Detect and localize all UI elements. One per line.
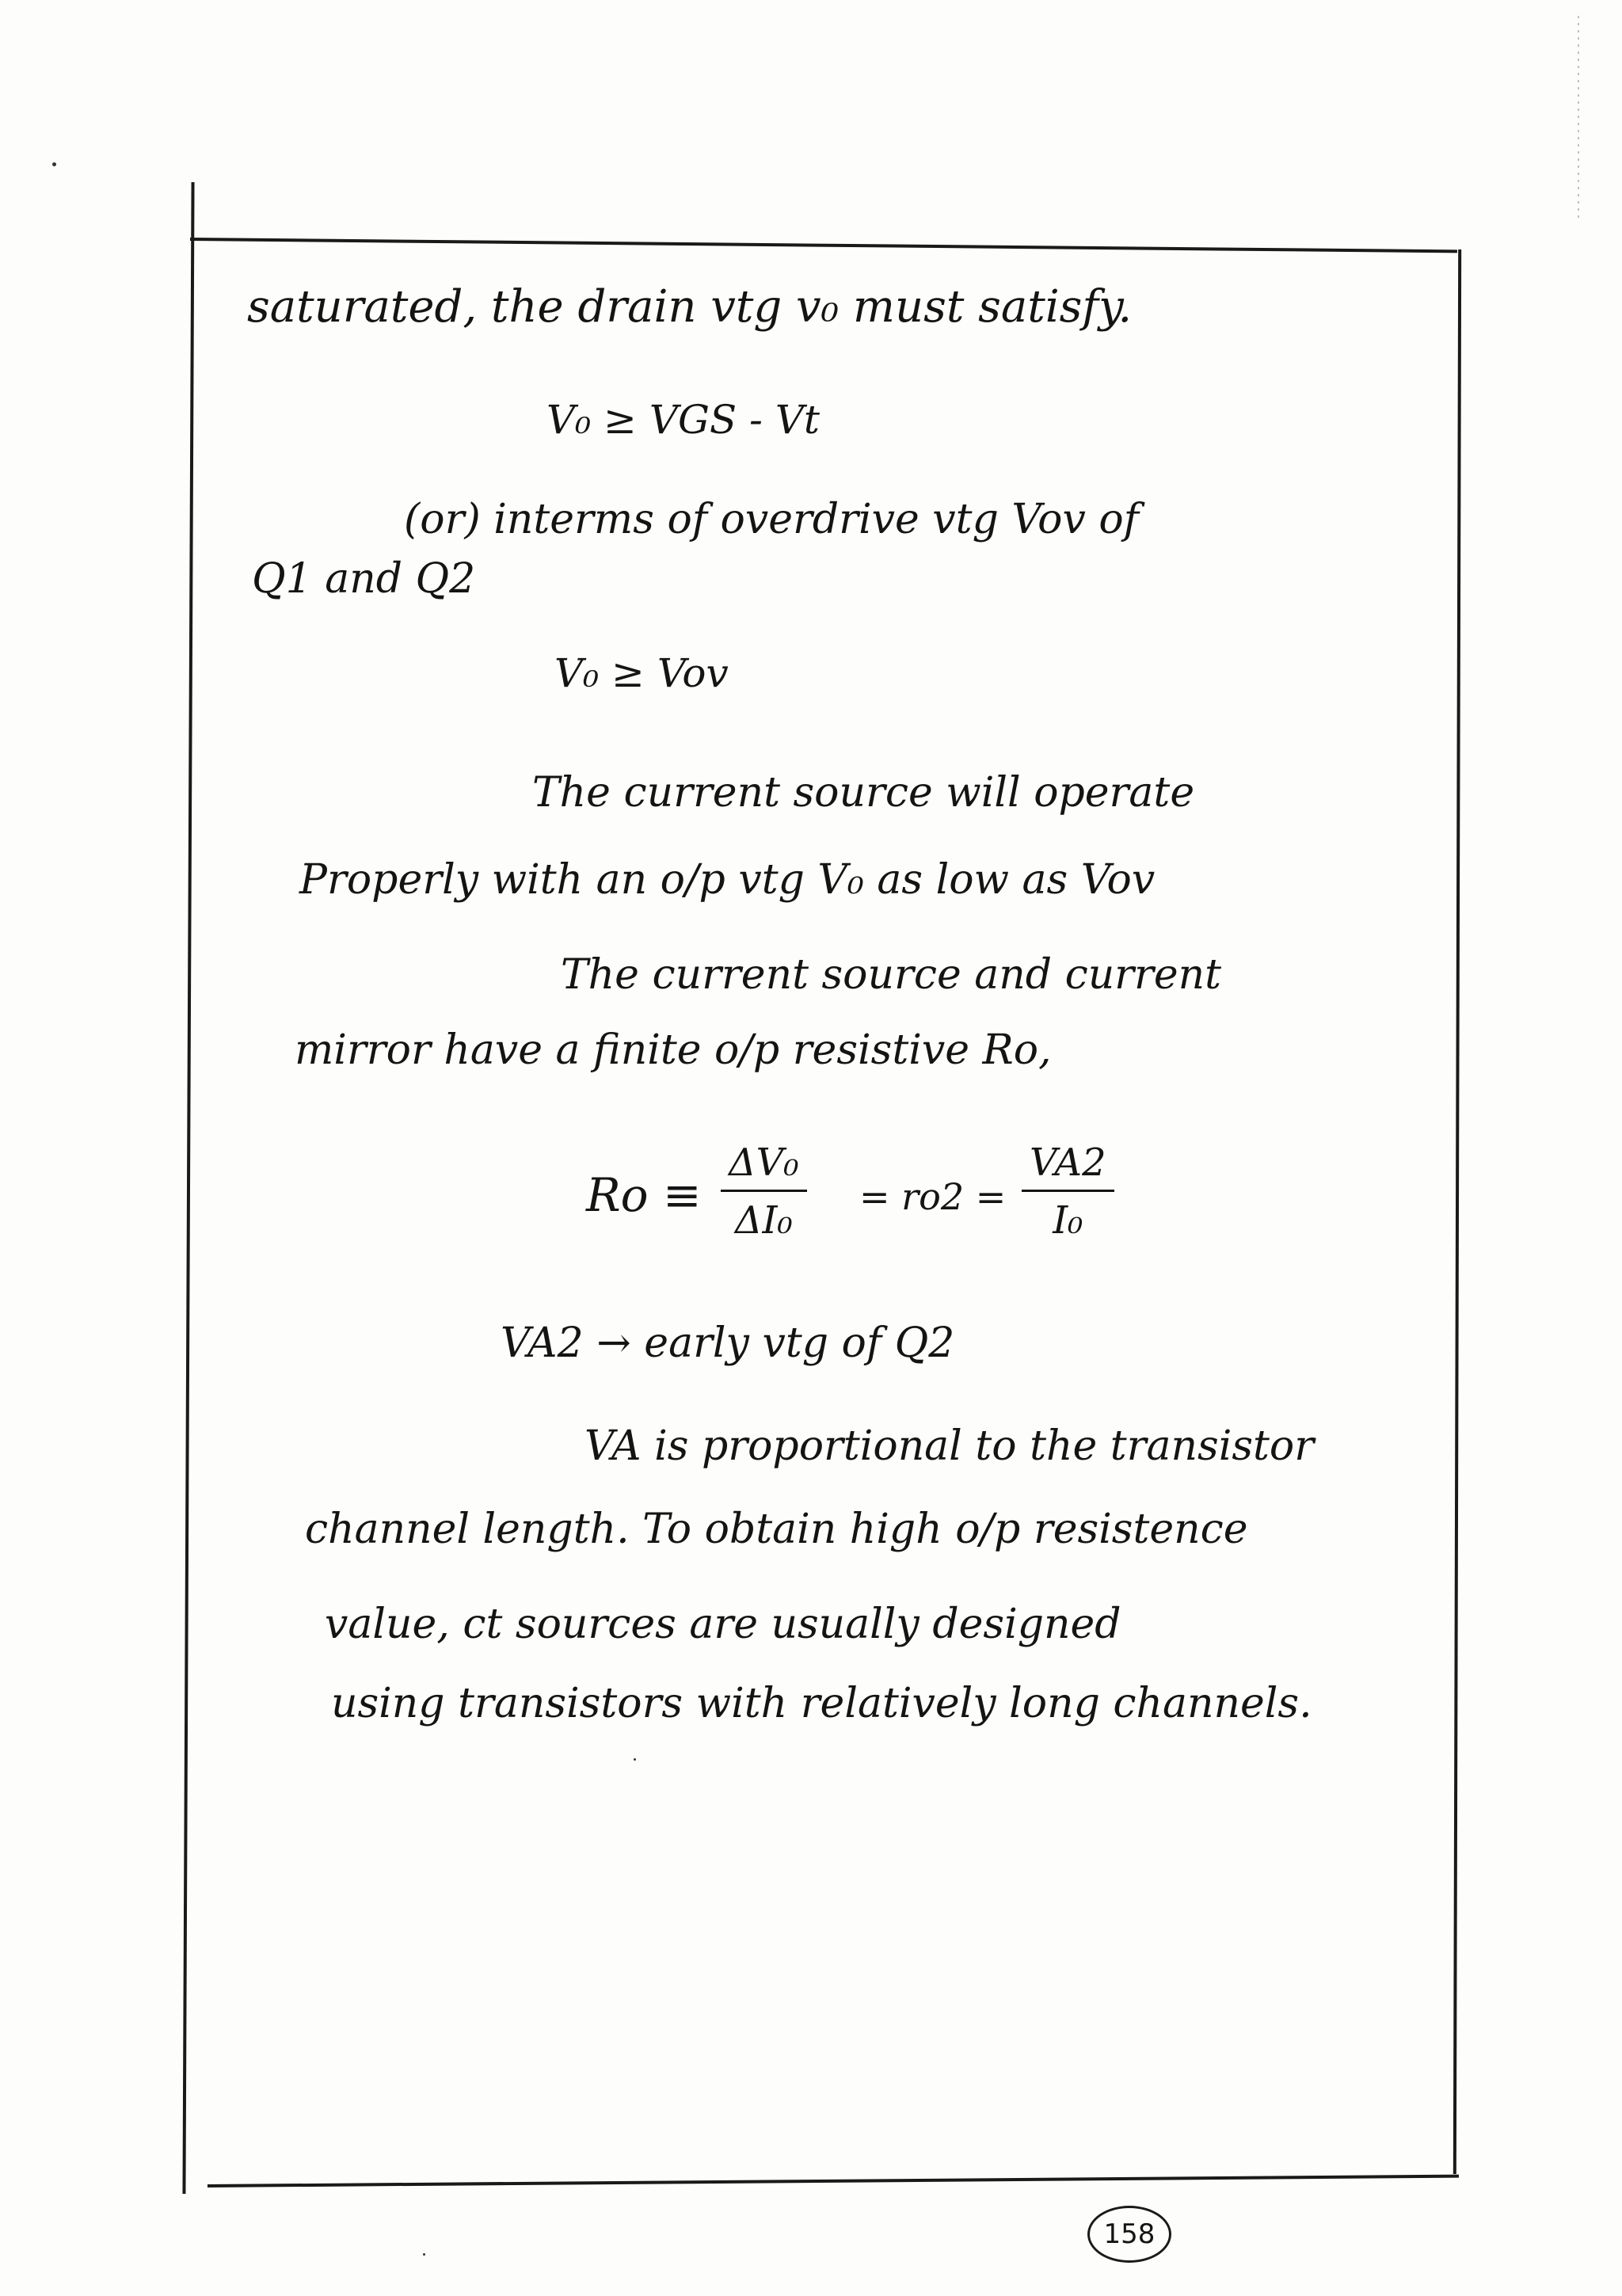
frame-border-right [1453, 249, 1461, 2174]
frame-border-top [190, 238, 1457, 253]
text-line-15: using transistors with relatively long channels. [331, 1680, 1312, 1727]
equation-ro2-middle: = ro2 = [859, 1175, 1007, 1218]
equation-vo-ge-vov: V₀ ≥ Vov [554, 650, 729, 696]
fraction-dvo-dio [721, 1140, 807, 1243]
frame-border-left [182, 182, 194, 2194]
stray-mark [423, 2253, 425, 2256]
text-line-3: (or) interms of overdrive vtg Vov of [404, 496, 1139, 543]
text-line-13: channel length. To obtain high o/p resistence [305, 1506, 1248, 1553]
stray-mark [634, 1758, 636, 1761]
text-line-14: value, ct sources are usually designed [325, 1601, 1121, 1648]
text-line-4: Q1 and Q2 [252, 555, 476, 603]
page-number-circle [1087, 2206, 1171, 2263]
text-line-6: The current source will operate [532, 769, 1195, 817]
fraction-denominator: I₀ [1053, 1198, 1083, 1243]
fraction-denominator: ΔI₀ [734, 1198, 793, 1243]
stray-mark [52, 162, 56, 166]
equation-vo-ge-vgs-vt: V₀ ≥ VGS - Vt [546, 397, 821, 443]
frame-border-bottom [208, 2175, 1459, 2187]
fraction-numerator: VA2 [1022, 1140, 1114, 1192]
equation-ro-lhs: Ro ≡ [586, 1168, 702, 1222]
text-line-1: saturated, the drain vtg v₀ must satisfy. [247, 281, 1133, 333]
text-line-12: VA is proportional to the transistor [584, 1422, 1315, 1470]
scan-edge-artifact [1578, 16, 1579, 222]
fraction-va2-io [1022, 1140, 1114, 1243]
text-line-11: VA2 → early vtg of Q2 [501, 1319, 955, 1367]
text-line-8: The current source and current [561, 951, 1222, 999]
page-number: 158 [1103, 2218, 1156, 2250]
fraction-numerator: ΔV₀ [721, 1140, 807, 1192]
text-line-9: mirror have a finite o/p resistive Ro, [295, 1026, 1052, 1074]
text-line-7: Properly with an o/p vtg V₀ as low as Vov [299, 856, 1156, 904]
